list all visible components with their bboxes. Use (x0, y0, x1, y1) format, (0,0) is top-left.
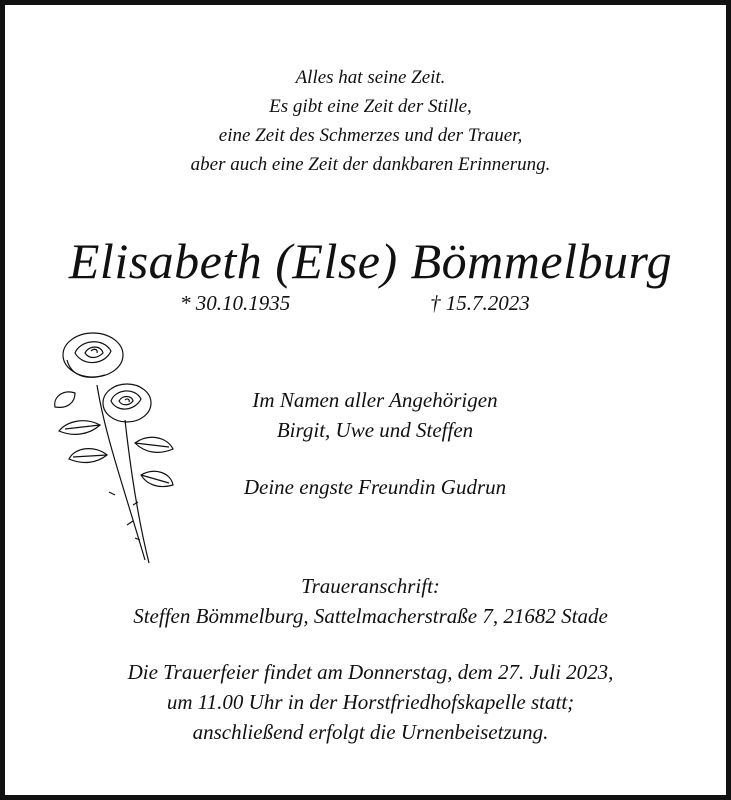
birth-date: * 30.10.1935 (180, 291, 291, 315)
ceremony-line: um 11.00 Uhr in der Horstfriedhofskapelle statt; (166, 690, 575, 714)
address-text: Steffen Bömmelburg, Sattelmacherstraße 7, 21682 Stade (133, 604, 608, 628)
motto-line: Es gibt eine Zeit der Stille, (269, 96, 472, 117)
family-line: Birgit, Uwe und Steffen (276, 418, 474, 442)
roses-illustration-icon (45, 325, 180, 565)
motto-line: aber auch eine Zeit der dankbaren Erinnerung. (190, 154, 551, 175)
death-date: † 15.7.2023 (430, 291, 530, 315)
friend-signature: Deine engste Freundin Gudrun (243, 475, 507, 499)
motto-verse (5, 63, 731, 179)
motto-line: Alles hat seine Zeit. (295, 67, 446, 88)
ceremony-line: anschließend erfolgt die Urnenbeisetzung. (192, 720, 549, 744)
ceremony-info (5, 657, 731, 747)
mourning-address (5, 571, 731, 631)
family-signatures (185, 385, 565, 445)
motto-line: eine Zeit des Schmerzes und der Trauer, (218, 125, 523, 146)
address-heading: Traueranschrift: (301, 574, 440, 598)
family-line: Im Namen aller Angehörigen (252, 388, 498, 412)
deceased-name: Elisabeth (Else) Bömmelburg (68, 233, 673, 289)
ceremony-line: Die Trauerfeier findet am Donnerstag, dem 27. Juli 2023, (127, 660, 614, 684)
